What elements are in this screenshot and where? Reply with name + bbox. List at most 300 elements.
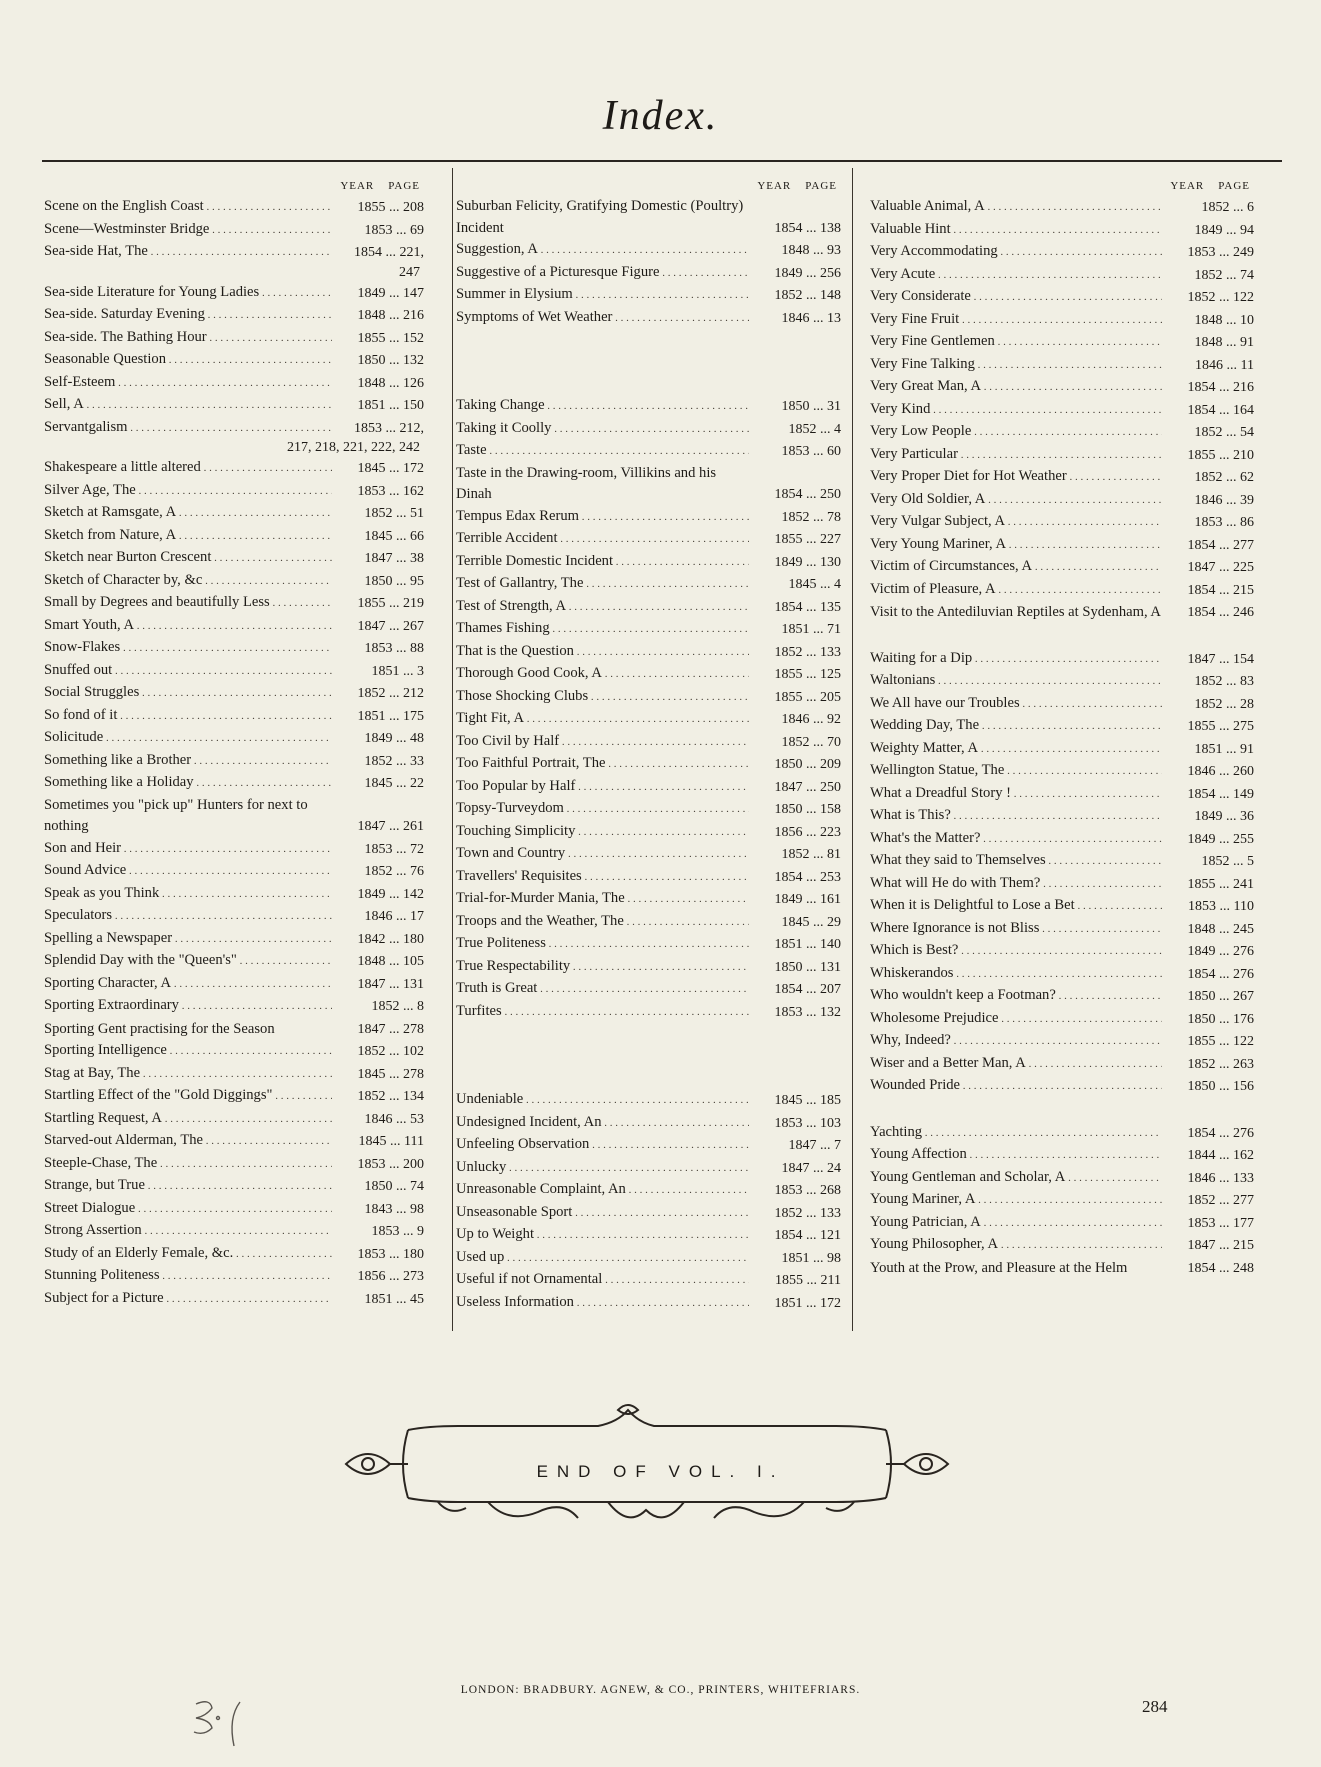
entry-reference: 1854 ... 216 <box>1187 380 1254 395</box>
entry-title: What's the Matter? . . . <box>870 828 1162 851</box>
entry-reference: 1853 ... 86 <box>1194 515 1254 530</box>
index-entry <box>870 219 1254 242</box>
entry-title: Suburban Felicity, Gratifying Domestic (Poultry) Incident <box>456 198 744 236</box>
entry-title: Taste . . . <box>456 440 749 463</box>
index-entry <box>456 641 841 664</box>
index-entry <box>44 682 424 705</box>
index-entry <box>456 1269 841 1292</box>
entry-title: Scene—Westminster Bridge . . . <box>44 219 332 242</box>
entry-reference: 1853 ... 212, <box>354 420 424 436</box>
index-entry <box>44 1288 424 1311</box>
entry-title: Sketch at Ramsgate, A . . . <box>44 502 332 525</box>
entry-reference: 1854 ... 149 <box>1187 786 1254 802</box>
column-header <box>456 176 841 196</box>
entry-reference: 1849 ... 276 <box>1187 944 1254 959</box>
entry-title: Spelling a Newspaper . . . <box>44 928 332 951</box>
index-entry <box>44 1040 424 1063</box>
index-entry <box>870 354 1254 377</box>
entry-title: Suggestion, A . . . <box>456 239 749 262</box>
entry-title: Terrible Accident . . . <box>456 528 749 551</box>
index-entry <box>456 1112 841 1135</box>
entry-title: Waltonians . . . <box>870 670 1162 693</box>
index-column-2 <box>456 176 841 1314</box>
entry-title: Useless Information . . . <box>456 1292 749 1315</box>
entry-reference: 1852 ... 6 <box>1201 200 1254 215</box>
entry-reference: 1854 ... 276 <box>1187 1125 1254 1141</box>
entry-title: Truth is Great . . . <box>456 978 749 1001</box>
entry-reference: 1852 ... 8 <box>371 999 424 1014</box>
entry-reference: 1852 ... 62 <box>1194 470 1254 485</box>
entry-reference: 1845 ... 4 <box>788 577 841 592</box>
entry-reference: 1855 ... 122 <box>1187 1034 1254 1049</box>
entry-reference: 1853 ... 72 <box>364 841 424 857</box>
entry-title: Yachting . . . <box>870 1122 1162 1145</box>
entry-reference: 1848 ... 245 <box>1187 921 1254 937</box>
entry-title: Taking it Coolly . . . <box>456 418 749 441</box>
entry-title: Startling Effect of the "Gold Diggings" . . . <box>44 1085 332 1108</box>
entry-title: Very Old Soldier, A . . . <box>870 489 1162 512</box>
entry-title: Servantgalism . . . <box>44 417 332 440</box>
index-entry <box>870 286 1254 309</box>
entry-title: Stunning Politeness . . . <box>44 1265 332 1288</box>
index-entry <box>44 547 424 570</box>
index-entry <box>44 995 424 1018</box>
entry-title: Summer in Elysium . . . <box>456 284 749 307</box>
index-entry <box>44 480 424 503</box>
entry-reference: 1849 ... 161 <box>774 892 841 907</box>
index-entry <box>456 1001 841 1024</box>
index-entry <box>870 895 1254 918</box>
index-entry <box>44 1243 424 1266</box>
entry-title: Very Particular . . . <box>870 444 1162 467</box>
entry-reference: 1846 ... 39 <box>1194 492 1254 508</box>
entry-reference: 1850 ... 74 <box>364 1179 424 1194</box>
entry-title: Wellington Statue, The . . . <box>870 760 1162 783</box>
index-entry <box>456 798 841 821</box>
index-entry <box>44 196 424 219</box>
entry-title: Study of an Elderly Female, &c. . . . <box>44 1243 332 1266</box>
entry-reference: 1852 ... 78 <box>781 509 841 525</box>
entry-title: Taking Change . . . <box>456 395 749 418</box>
index-entry <box>870 1008 1254 1031</box>
entry-title: So fond of it . . . <box>44 705 332 728</box>
entry-title: Snow-Flakes . . . <box>44 637 332 660</box>
entry-title: Sporting Extraordinary . . . <box>44 995 332 1018</box>
entry-reference: 1852 ... 263 <box>1187 1056 1254 1072</box>
entry-reference: 1855 ... 219 <box>357 596 424 611</box>
entry-title: Victim of Circumstances, A . . . <box>870 556 1162 579</box>
entry-reference: 1853 ... 9 <box>371 1224 424 1239</box>
entry-title: Troops and the Weather, The . . . <box>456 911 749 934</box>
entry-title: We All have our Troubles . . . <box>870 693 1162 716</box>
entry-title: Too Faithful Portrait, The . . . <box>456 753 749 776</box>
entry-reference: 1849 ... 94 <box>1194 222 1254 238</box>
entry-reference: 1846 ... 260 <box>1187 764 1254 779</box>
index-entry <box>870 850 1254 873</box>
column-divider-2 <box>852 168 853 1331</box>
entry-reference: 1854 ... 221, <box>354 245 424 260</box>
index-entry <box>456 1179 841 1202</box>
index-entry <box>44 1063 424 1086</box>
entry-title: Sketch of Character by, &c . . . <box>44 570 332 593</box>
entry-title: Why, Indeed? . . . <box>870 1030 1162 1053</box>
entry-title: Visit to the Antediluvian Reptiles at Sydenham, A <box>870 604 1161 620</box>
entry-reference: 1851 ... 45 <box>364 1291 424 1307</box>
index-entry <box>456 239 841 262</box>
entry-title: Unseasonable Sport . . . <box>456 1202 749 1225</box>
index-entry <box>456 843 841 866</box>
entry-reference: 1847 ... 250 <box>774 779 841 795</box>
column-header <box>44 176 424 196</box>
index-entry <box>44 592 424 615</box>
entry-reference: 1855 ... 125 <box>774 667 841 682</box>
entry-reference: 1851 ... 98 <box>781 1250 841 1266</box>
column-divider-1 <box>452 168 453 1331</box>
index-entry <box>870 489 1254 512</box>
index-entry <box>44 1265 424 1288</box>
entry-title: Test of Gallantry, The . . . <box>456 573 749 596</box>
entry-title: Tempus Edax Rerum . . . <box>456 506 749 529</box>
entry-title: Scene on the English Coast . . . <box>44 196 332 219</box>
entry-reference: 1852 ... 74 <box>1194 267 1254 283</box>
index-entry <box>870 444 1254 467</box>
entry-title: Young Affection . . . <box>870 1144 1162 1167</box>
entry-reference: 1854 ... 135 <box>774 599 841 615</box>
index-entry <box>456 708 841 731</box>
index-entry <box>44 304 424 327</box>
entry-title: Thorough Good Cook, A . . . <box>456 663 749 686</box>
entry-title: Young Philosopher, A . . . <box>870 1234 1162 1257</box>
entry-title: True Politeness . . . <box>456 933 749 956</box>
index-entry <box>870 738 1254 761</box>
column-header-page: PAGE <box>1218 180 1250 192</box>
index-entry <box>456 262 841 285</box>
index-entry <box>44 637 424 660</box>
entry-title: Sound Advice . . . <box>44 860 332 883</box>
index-entry <box>44 372 424 395</box>
entry-reference: 1846 ... 17 <box>364 909 424 924</box>
index-entry <box>870 828 1254 851</box>
entry-title: Wiser and a Better Man, A . . . <box>870 1053 1162 1076</box>
index-entry <box>870 648 1254 671</box>
index-entry <box>44 705 424 728</box>
entry-reference: 1849 ... 256 <box>774 265 841 281</box>
index-entry <box>456 978 841 1001</box>
entry-reference: 1855 ... 210 <box>1187 447 1254 463</box>
entry-title: Social Struggles . . . <box>44 682 332 705</box>
index-entry <box>870 421 1254 444</box>
pencil-mark <box>190 1690 260 1750</box>
index-entry <box>870 1234 1254 1257</box>
entry-title: Young Mariner, A . . . <box>870 1189 1162 1212</box>
entry-title: Which is Best? . . . <box>870 940 1162 963</box>
entry-reference: 1854 ... 276 <box>1187 966 1254 982</box>
index-entry <box>456 731 841 754</box>
entry-title: Too Popular by Half . . . <box>456 776 749 799</box>
index-entry <box>456 911 841 934</box>
column-header <box>870 176 1254 196</box>
entry-title: Steeple-Chase, The . . . <box>44 1153 332 1176</box>
index-entry <box>44 838 424 861</box>
index-entry <box>870 579 1254 602</box>
entry-title: Very Fine Fruit . . . <box>870 309 1162 332</box>
entry-title: Splendid Day with the "Queen's" . . . <box>44 950 332 973</box>
column-header-year: YEAR <box>340 180 375 192</box>
index-entry <box>44 1198 424 1221</box>
entry-reference-continued: 247 <box>399 264 420 280</box>
section-gap <box>870 624 1254 648</box>
entry-reference: 1854 ... 246 <box>1187 605 1254 620</box>
entry-reference: 1852 ... 133 <box>774 1205 841 1221</box>
index-entry <box>870 466 1254 489</box>
index-entry <box>870 331 1254 354</box>
entry-reference: 1847 ... 225 <box>1187 560 1254 575</box>
entry-title: Too Civil by Half . . . <box>456 731 749 754</box>
index-entry <box>44 727 424 750</box>
entry-title: Sketch near Burton Crescent . . . <box>44 547 332 570</box>
entry-reference: 1849 ... 130 <box>774 554 841 570</box>
entry-title: Sporting Gent practising for the Season <box>44 1020 275 1037</box>
entry-reference: 1853 ... 60 <box>781 444 841 459</box>
entry-title: Starved-out Alderman, The . . . <box>44 1130 332 1153</box>
entry-reference: 1849 ... 142 <box>357 886 424 902</box>
entry-reference: 1853 ... 103 <box>774 1115 841 1131</box>
entry-reference: 1847 ... 278 <box>357 1021 424 1037</box>
entry-reference: 1853 ... 200 <box>357 1156 424 1172</box>
entry-reference: 1848 ... 216 <box>357 308 424 323</box>
column-header-page: PAGE <box>805 180 837 192</box>
index-entry <box>44 772 424 795</box>
entry-title: Town and Country . . . <box>456 843 749 866</box>
index-entry <box>456 307 841 330</box>
entry-title: What will He do with Them? . . . <box>870 873 1162 896</box>
entry-title: Strong Assertion . . . <box>44 1220 332 1243</box>
index-entry <box>456 463 841 506</box>
entry-title: Street Dialogue . . . <box>44 1198 332 1221</box>
index-entry <box>44 349 424 372</box>
index-entry <box>870 264 1254 287</box>
index-entry <box>870 1144 1254 1167</box>
entry-title: That is the Question . . . <box>456 641 749 664</box>
index-entry <box>870 670 1254 693</box>
index-entry <box>44 417 424 440</box>
index-entry <box>44 1220 424 1243</box>
entry-reference: 1852 ... 33 <box>364 753 424 769</box>
entry-title: Useful if not Ornamental . . . <box>456 1269 749 1292</box>
entry-title: Sea-side. Saturday Evening . . . <box>44 304 332 327</box>
entry-title: Sketch from Nature, A . . . <box>44 525 332 548</box>
entry-reference: 1855 ... 227 <box>774 532 841 547</box>
index-entry <box>44 860 424 883</box>
index-entry <box>456 418 841 441</box>
entry-title: Suggestive of a Picturesque Figure . . . <box>456 262 749 285</box>
entry-reference: 1855 ... 275 <box>1187 719 1254 734</box>
entry-title: Very Young Mariner, A . . . <box>870 534 1162 557</box>
entry-reference: 1855 ... 205 <box>774 689 841 705</box>
entry-reference: 1851 ... 175 <box>357 708 424 724</box>
entry-reference: 1850 ... 156 <box>1187 1079 1254 1094</box>
index-entry <box>870 196 1254 219</box>
index-entry <box>870 1189 1254 1212</box>
index-entry <box>44 950 424 973</box>
entry-title: Very Low People . . . <box>870 421 1162 444</box>
index-entry <box>456 933 841 956</box>
entry-reference: 1850 ... 132 <box>357 353 424 368</box>
index-entry <box>456 663 841 686</box>
column-header-year: YEAR <box>1170 180 1205 192</box>
index-entry <box>44 973 424 996</box>
index-entry <box>870 1122 1254 1145</box>
entry-reference: 1846 ... 92 <box>781 712 841 727</box>
entry-reference: 1845 ... 22 <box>364 776 424 791</box>
entry-title: Thames Fishing . . . <box>456 618 749 641</box>
entry-title: Young Gentleman and Scholar, A . . . <box>870 1167 1162 1190</box>
entry-title: Wedding Day, The . . . <box>870 715 1162 738</box>
entry-reference: 1850 ... 176 <box>1187 1011 1254 1027</box>
index-entry <box>456 1089 841 1112</box>
entry-reference: 1848 ... 93 <box>781 243 841 258</box>
page-number: 284 <box>1142 1697 1168 1716</box>
entry-title: Up to Weight . . . <box>456 1224 749 1247</box>
entry-title: Very Fine Talking . . . <box>870 354 1162 377</box>
index-entry <box>870 309 1254 332</box>
index-entry <box>870 873 1254 896</box>
index-entry <box>456 888 841 911</box>
index-entry <box>456 528 841 551</box>
entry-reference: 1853 ... 132 <box>774 1004 841 1020</box>
entry-title: Sell, A . . . <box>44 394 332 417</box>
index-column-1 <box>44 176 424 1310</box>
entry-title: Seasonable Question . . . <box>44 349 332 372</box>
entry-title: Wounded Pride . . . <box>870 1075 1162 1098</box>
entry-title: Weighty Matter, A . . . <box>870 738 1162 761</box>
entry-title: Wholesome Prejudice . . . <box>870 1008 1162 1031</box>
index-entry <box>870 1212 1254 1235</box>
entry-reference: 1850 ... 158 <box>774 802 841 817</box>
entry-reference: 1854 ... 253 <box>774 869 841 885</box>
entry-reference: 1849 ... 255 <box>1187 831 1254 847</box>
entry-reference: 1852 ... 54 <box>1194 425 1254 440</box>
entry-title: Whiskerandos . . . <box>870 963 1162 986</box>
entry-reference: 1846 ... 53 <box>364 1111 424 1127</box>
entry-reference: 1847 ... 131 <box>357 976 424 992</box>
entry-title: Young Patrician, A . . . <box>870 1212 1162 1235</box>
entry-title: Sometimes you "pick up" Hunters for next to nothing <box>44 796 308 834</box>
entry-reference: 1852 ... 81 <box>781 847 841 862</box>
index-entry <box>44 1085 424 1108</box>
entry-title: Small by Degrees and beautifully Less . . . <box>44 592 332 615</box>
entry-reference: 1853 ... 88 <box>364 641 424 656</box>
entry-reference: 1851 ... 150 <box>357 398 424 413</box>
index-entry <box>870 783 1254 806</box>
index-entry <box>44 1130 424 1153</box>
index-entry <box>44 1018 424 1041</box>
index-entry <box>870 601 1254 624</box>
index-entry <box>456 1224 841 1247</box>
index-entry <box>456 1134 841 1157</box>
entry-title: Undesigned Incident, An . . . <box>456 1112 749 1135</box>
entry-reference: 1847 ... 267 <box>357 618 424 634</box>
entry-reference: 1846 ... 11 <box>1195 357 1254 373</box>
entry-title: Youth at the Prow, and Pleasure at the Helm <box>870 1259 1128 1276</box>
entry-reference: 1848 ... 10 <box>1194 312 1254 328</box>
entry-reference: 1852 ... 83 <box>1194 674 1254 689</box>
index-entry <box>870 985 1254 1008</box>
entry-reference: 1854 ... 215 <box>1187 582 1254 598</box>
printer-imprint: LONDON: BRADBURY. AGNEW, & CO., PRINTERS, WHITEFRIARS. <box>460 1684 861 1696</box>
entry-reference: 1852 ... 277 <box>1187 1193 1254 1208</box>
entry-title: Test of Strength, A . . . <box>456 596 749 619</box>
index-entry <box>456 776 841 799</box>
entry-reference: 1852 ... 70 <box>781 734 841 750</box>
entry-reference: 1846 ... 133 <box>1187 1170 1254 1186</box>
entry-title: Undeniable . . . <box>456 1089 749 1112</box>
index-entry <box>870 940 1254 963</box>
entry-title: Self-Esteem . . . <box>44 372 332 395</box>
index-entry <box>456 1202 841 1225</box>
entry-reference: 1847 ... 24 <box>781 1160 841 1176</box>
entry-title: Sporting Intelligence . . . <box>44 1040 332 1063</box>
index-entry <box>870 1257 1254 1280</box>
index-entry <box>44 750 424 773</box>
index-entry <box>456 1247 841 1270</box>
entry-title: Sea-side Hat, The . . . <box>44 241 332 264</box>
end-of-volume-text: END OF VOL. I. <box>536 1462 785 1481</box>
entry-title: When it is Delightful to Lose a Bet . . . <box>870 895 1162 918</box>
entry-title: Silver Age, The . . . <box>44 480 332 503</box>
index-entry <box>456 1292 841 1315</box>
entry-reference: 1855 ... 241 <box>1187 876 1254 892</box>
index-entry <box>456 573 841 596</box>
entry-title: Victim of Pleasure, A . . . <box>870 579 1162 602</box>
entry-reference: 1848 ... 105 <box>357 954 424 969</box>
entry-reference: 1854 ... 207 <box>774 982 841 997</box>
entry-reference: 1853 ... 177 <box>1187 1215 1254 1231</box>
index-entry <box>870 1075 1254 1098</box>
entry-reference: 1852 ... 102 <box>357 1044 424 1059</box>
entry-title: Something like a Holiday . . . <box>44 772 332 795</box>
index-entry <box>44 883 424 906</box>
entry-reference: 1845 ... 172 <box>357 461 424 476</box>
entry-title: Those Shocking Clubs . . . <box>456 686 749 709</box>
index-entry <box>870 399 1254 422</box>
index-entry <box>456 551 841 574</box>
entry-title: Something like a Brother . . . <box>44 750 332 773</box>
index-column-3 <box>870 176 1254 1279</box>
entry-title: Very Accommodating . . . <box>870 241 1162 264</box>
entry-reference: 1856 ... 273 <box>357 1269 424 1284</box>
entry-title: Symptoms of Wet Weather . . . <box>456 307 749 330</box>
index-entry <box>456 866 841 889</box>
section-gap <box>456 329 841 395</box>
entry-title: Subject for a Picture . . . <box>44 1288 332 1311</box>
entry-reference: 1850 ... 209 <box>774 757 841 772</box>
index-entry <box>456 506 841 529</box>
entry-reference: 1845 ... 111 <box>358 1134 424 1149</box>
entry-title: Valuable Animal, A . . . <box>870 196 1162 219</box>
entry-title: Shakespeare a little altered . . . <box>44 457 332 480</box>
entry-title: What they said to Themselves . . . <box>870 850 1162 873</box>
entry-title: Son and Heir . . . <box>44 838 332 861</box>
index-entry <box>870 1030 1254 1053</box>
entry-reference: 1844 ... 162 <box>1187 1148 1254 1163</box>
index-entry <box>44 795 424 838</box>
entry-reference: 1845 ... 29 <box>781 914 841 930</box>
index-entry <box>870 760 1254 783</box>
entry-reference: 1853 ... 249 <box>1187 245 1254 260</box>
entry-title: Unlucky . . . <box>456 1157 749 1180</box>
index-entry <box>44 457 424 480</box>
